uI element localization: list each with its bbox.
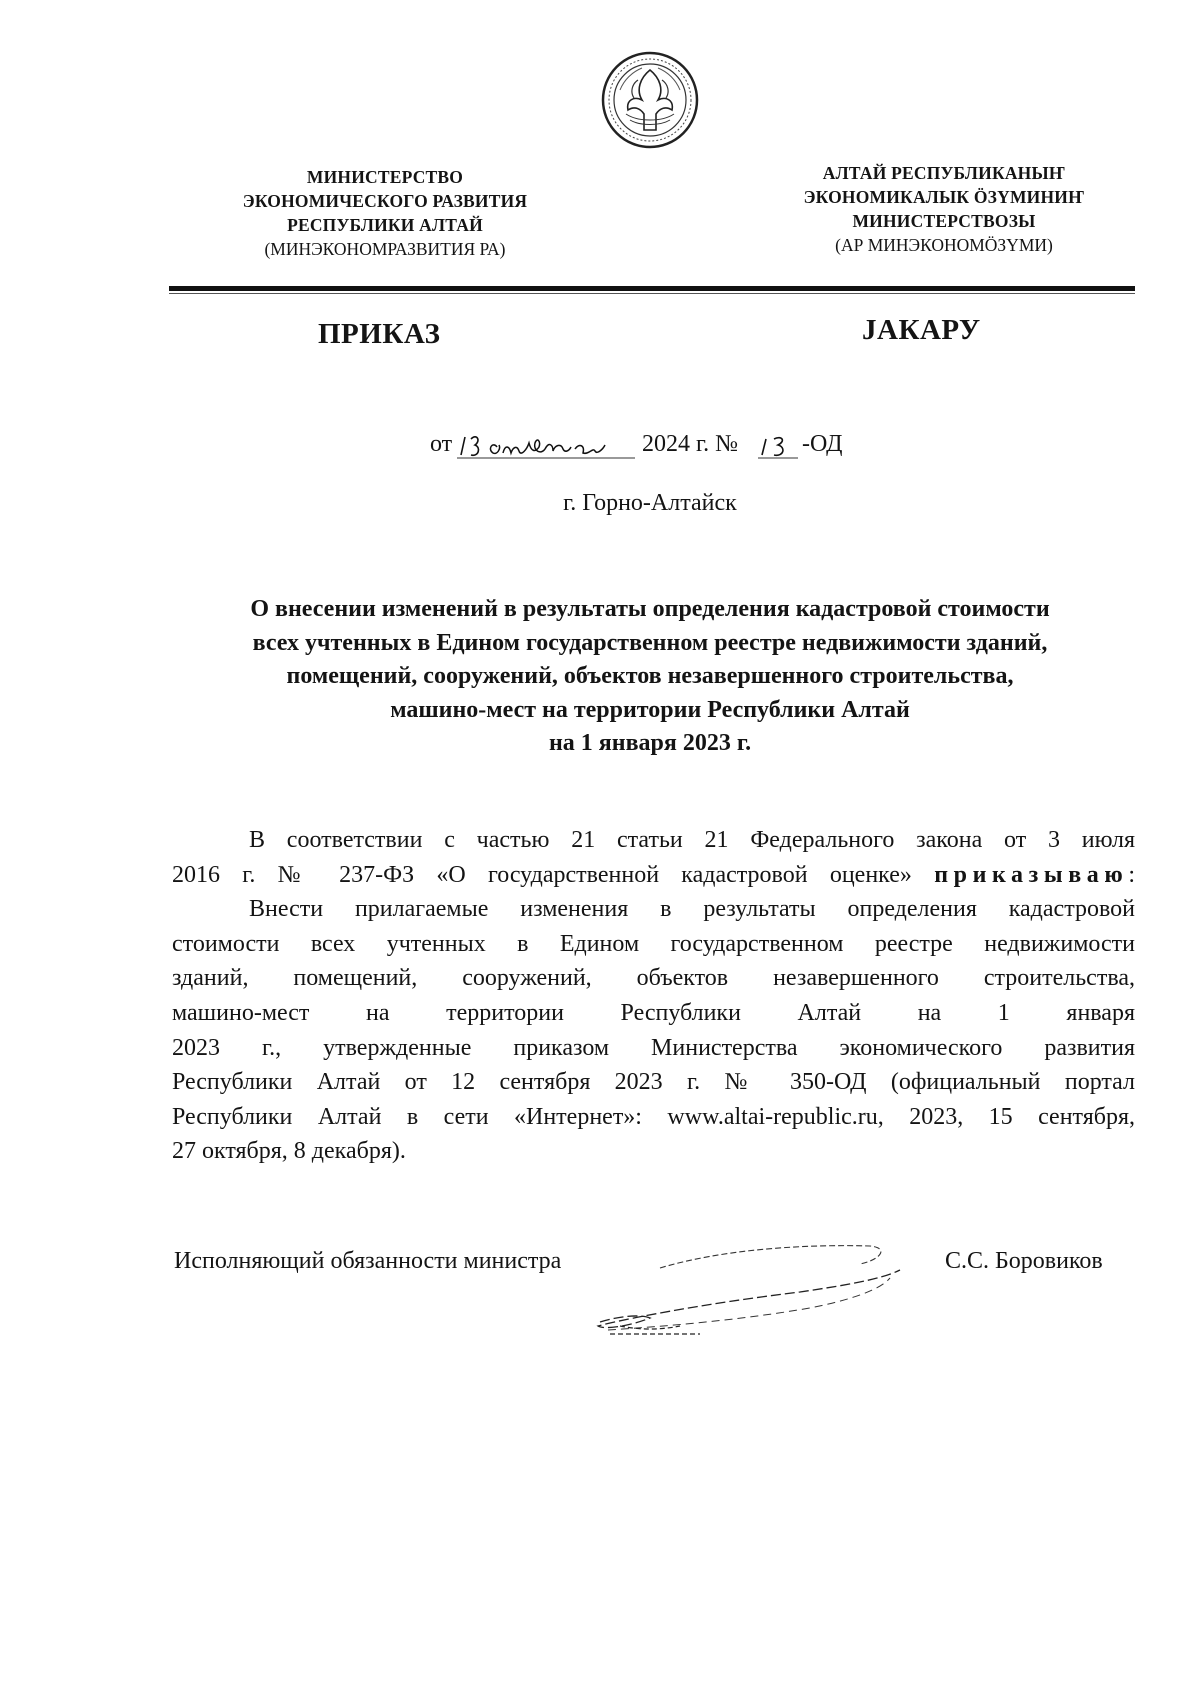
ministry-name-line2: ЭКОНОМИЧЕСКОГО РАЗВИТИЯ <box>242 191 528 211</box>
header-divider-thin <box>169 293 1135 294</box>
document-type-altai: ЈАКАРУ <box>862 314 981 346</box>
body-line <box>172 858 1135 893</box>
handwritten-date <box>457 427 637 467</box>
handwritten-order-number <box>758 427 800 467</box>
order-directive: приказываю <box>934 861 1129 888</box>
date-month <box>430 427 431 428</box>
body-line: Внести прилагаемые изменения в результаты определения кадастровой <box>249 896 1135 923</box>
order-number <box>430 427 431 428</box>
order-date-line <box>430 427 890 467</box>
subject-line: О внесении изменений в результаты определения кадастровой стоимости <box>250 596 1050 622</box>
body-line: В соответствии с частью 21 статьи 21 Федерального закона от 3 июля <box>249 827 1135 853</box>
subject-line: на 1 января 2023 г. <box>548 730 752 756</box>
subject-line: машино-мест на территории Республики Алтай <box>390 696 910 723</box>
body-line: Республики Алтай в сети «Интернет»: www.altai-republic.ru, 2023, 15 сентября, <box>172 1103 1135 1130</box>
ministry-header-russian <box>165 165 605 261</box>
body-line: машино-мест на территории Республики Алтай на 1 января <box>172 999 1135 1026</box>
document-type-russian: ПРИКАЗ <box>318 318 441 350</box>
body-line: 27 октября, 8 декабря). <box>172 1138 406 1165</box>
ministry-abbreviation: (МИНЭКОНОМРАЗВИТИЯ РА) <box>264 239 506 259</box>
order-body <box>172 823 1135 1169</box>
republic-of-altai-emblem-icon <box>600 50 700 150</box>
ministry-name-altai-line3: МИНИСТЕРСТВОЗЫ <box>852 211 1036 231</box>
signatory-title: Исполняющий обязанности министра <box>174 1248 562 1274</box>
handwritten-signature-icon <box>580 1230 910 1340</box>
subject-line: помещений, сооружений, объектов незавершенного строительства, <box>286 663 1014 689</box>
header-divider <box>169 286 1135 291</box>
ministry-name-line3: РЕСПУБЛИКИ АЛТАЙ <box>287 215 483 235</box>
subject-line: всех учтенных в Едином государственном реестре недвижимости зданий, <box>252 629 1048 656</box>
order-subject <box>150 593 1150 761</box>
signatory-name: С.С. Боровиков <box>945 1248 1103 1274</box>
body-line: Республики Алтай от 12 сентября 2023 г. № 350-ОД (официальный портал <box>172 1069 1135 1096</box>
ministry-header-altai <box>724 161 1164 257</box>
order-suffix: -ОД <box>802 431 843 457</box>
ministry-name-line1: МИНИСТЕРСТВО <box>306 167 464 187</box>
body-line-text: 2016 г. № 237-ФЗ «О государственной кадастровой оценке» <box>172 861 912 888</box>
date-year: 2024 г. № <box>642 431 739 457</box>
issue-city: г. Горно-Алтайск <box>563 490 737 516</box>
body-line-colon: : <box>1128 861 1136 888</box>
date-day <box>430 427 431 428</box>
date-prefix: от <box>430 431 453 457</box>
body-line: 2023 г., утвержденные приказом Министерства экономического развития <box>172 1034 1135 1061</box>
body-line: зданий, помещений, сооружений, объектов незавершенного строительства, <box>172 965 1135 992</box>
body-line: стоимости всех учтенных в Едином государственном реестре недвижимости <box>172 930 1135 957</box>
ministry-name-altai-line2: ЭКОНОМИКАЛЫК ÖЗҮМИНИҤ <box>803 187 1085 207</box>
ministry-name-altai-line1: АЛТАЙ РЕСПУБЛИКАНЫҤ <box>822 163 1066 183</box>
ministry-abbreviation-altai: (АР МИНЭКОНОМÖЗҮМИ) <box>835 235 1053 255</box>
